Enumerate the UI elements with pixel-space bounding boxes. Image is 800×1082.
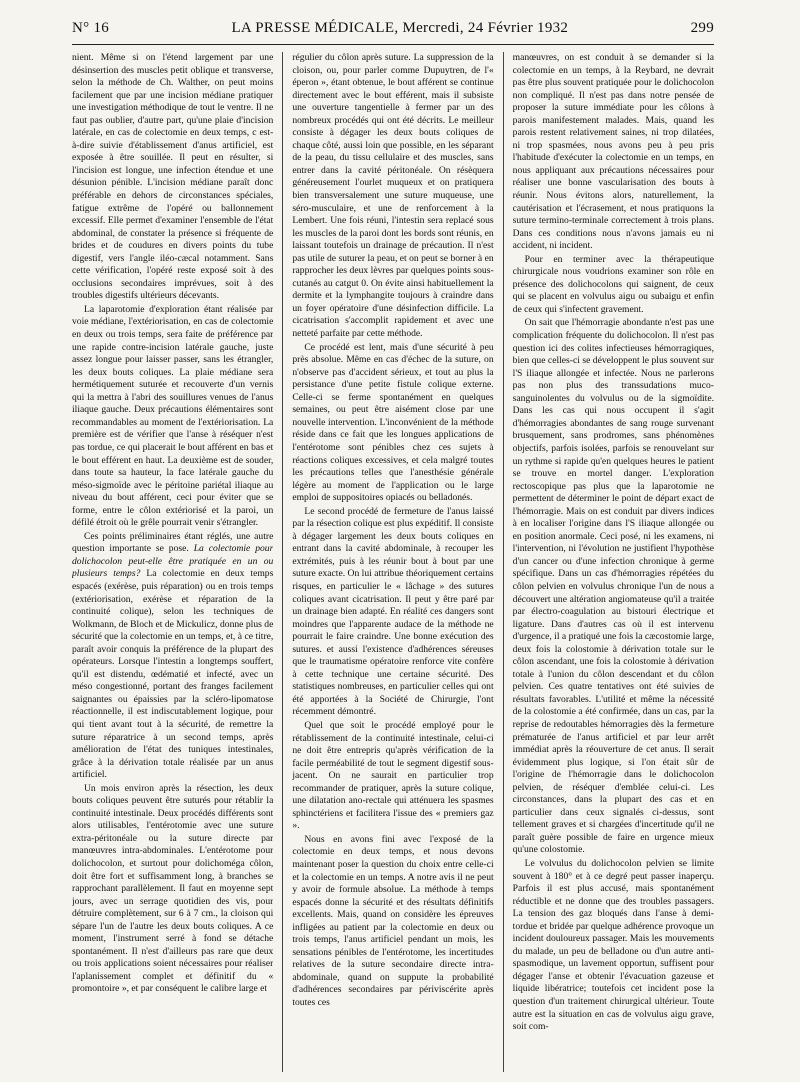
text-run: La colectomie en deux temps espacés (exérèse, puis réparation) ou en trois temps (extériorisation, exérèse et réparation de la continuité colique), selon les techniques de Wolkmann, de Bloch et de Mickulicz, donne plus de sécurité que la colectomie en un temps, et, à ce titre, paraît avoir conquis la préférence de la plupart des opérateurs. Lorsque l'intestin a longtemps souffert, qu'il est distendu, œdématié et infecté, avec un méso congestionné, portant des franges facilement saignantes ou épaissies par la scléro-lipomatose réactionnelle, il est indiscutablement logique, pour qui tient avant tout à la sécurité, de remettre la suture réparatrice à un second temps, après amélioration de l'état des tuniques intestinales, grâce à la dérivation totale réalisée par un anus artificiel. (72, 568, 274, 781)
column-1 (72, 52, 273, 1072)
paragraph: On sait que l'hémorragie abondante n'est pas une complication fréquente du dolichocolon. Il n'est pas question ici des colites infectieuses hémorragiques, bien que celles-ci se développent le plus souvent sur l'S iliaque allongée et infectée. Nous ne parlerons pas non plus des transsudations muco-sanguinolentes du volvulus ou de la sigmoïdite. Dans les cas qui nous occupent il s'agit d'hémorragies abondantes de sang rouge survenant brusquement, sans prodromes, sans phénomènes objectifs, parfois isolées, parfois se renouvelant sur un rythme si rapide qu'en quelques heures le patient se trouve en mortel danger. L'exploration rectoscopique pas plus que la laparotomie ne permettent de déterminer le point de départ exact de l'hémorragie. Mais on est conduit par divers indices à en localiser l'origine dans l'S iliaque allongée ou en position anormale. Ceci posé, ni les examens, ni l'intervention, ni l'évolution ne justifient l'hypothèse d'un cancer ou d'une infection chronique à germe spécifique. Dans un cas d'hémorragies répétées du côlon pelvien en volvulus chronique l'un de nous a découvert une altération angiomateuse qu'il a traitée par électro-coagulation au bistouri électrique et ligature. Dans d'autres cas où il est intervenu d'urgence, il a pratiqué une fois la cæcostomie large, deux fois la colostomie à dérivation totale sur le côlon ascendant, une fois la colostomie à dérivation totale à l'union du côlon descendant et du côlon pelvien. Ces quatre tentatives ont été suivies de résultats favorables. L'utilité et même la nécessité de la colostomie a été confirmée, dans un cas, par la reprise de redoutables hémorragies dès la fermeture prématurée de l'anus artificiel et par leur arrêt immédiat après la réouverture de cet anus. Il serait évidemment plus logique, si l'on était sûr de l'origine de l'hémorragie dans le dolichocolon pelvien, de réséquer d'emblée celui-ci. Les circonstances, dans la plupart des cas et en particulier dans ceux signalés ci-dessus, sont tellement graves et si chargées d'incertitude qu'il ne paraît guère possible de faire en urgence mieux qu'une colostomie. (512, 317, 714, 856)
column-2 (292, 52, 493, 1072)
paragraph: Un mois environ après la résection, les deux bouts coliques peuvent être suturés pour rétablir la continuité intestinale. Deux procédés différents sont alors utilisables, l'entérotomie avec une suture extra-péritonéale ou la suture directe par manœuvres intra-abdominales. L'entérotome pour dolichocolon, et surtout pour dolichoméga côlon, doit être fort et suffisamment long, à branches se rapprochant parallèlement. Il faut en moyenne sept jours, avec un serrage quotidien des vis, pour détruire complètement, sur 6 à 7 cm., la cloison qui sépare l'un de l'autre les deux bouts coliques. A ce moment, l'instrument serré à fond se détache spontanément. Il n'est d'ailleurs pas rare que deux ou trois applications soient nécessaires pour réaliser l'aplanissement complet et définitif du « promontoire », et par conséquent le calibre large et (72, 782, 274, 995)
paragraph: Pour en terminer avec la thérapeutique chirurgicale nous voudrions examiner son rôle en présence des dolichocolons qui saignent, de ceux qui se placent en volvulus aigu ou subaigu et enfin de ceux qui s'infectent gravement. (512, 253, 714, 315)
paragraph: Le second procédé de fermeture de l'anus laissé par la résection colique est plus expéditif. Il consiste à dégager largement les deux bouts coliques en entrant dans la cavité abdominale, à recouper les extrémités, puis à les réunir bout à bout par une suture exacte. On lui attribue théoriquement certains risques, en particulier le « lâchage » des sutures coliques avant cicatrisation. Il peut y être paré par un drainage bien adapté. En réalité ces dangers sont moindres que l'apparente audace de la méthode ne pourrait le faire craindre. Une bonne exécution des sutures. et aussi l'existence d'adhérences séreuses que le traumatisme opératoire renforce vite confère à cette technique une certaine sécurité. Des statistiques nombreuses, en particulier celles qui ont été apportées à la Société de Chirurgie, l'ont récemment démontré. (292, 505, 494, 718)
paragraph: Le volvulus du dolichocolon pelvien se limite souvent à 180° et à ce degré peut passer inaperçu. Parfois il est plus accusé, mais spontanément réductible et ne donne que des troubles passagers. La tension des gaz bloqués dans l'anse à demi-tordue et bridée par quelque adhérence provoque un incident douloureux passager. Mais les mouvements du malade, un peu de belladone ou d'un autre anti-spasmodique, un lavement opportun, suffisent pour dégager l'anse et obtenir l'évacuation gazeuse et liquide libératrice; toutefois cet incident pose la question d'un traitement chirurgical ultérieur. Toute autre est la situation en cas de volvulus aigu grave, soit com- (512, 858, 714, 1033)
column-divider (282, 52, 283, 1072)
article-body (72, 52, 714, 1072)
paragraph: Ce procédé est lent, mais d'une sécurité à peu près absolue. Même en cas d'échec de la suture, on n'observe pas d'accident sérieux, et tout au plus la persistance d'une petite fistule colique externe. Celle-ci se ferme spontanément en quelques semaines, ou peut être aisément close par une nouvelle intervention. L'inconvénient de la méthode réside dans ce fait que les longues applications de l'entérotome sont pénibles chez ces sujets à réactions coliques excessives, et cela malgré toutes les précautions telles que l'anesthésie générale légère au moment de l'application ou le large emploi de suppositoires opiacés ou belladonés. (292, 341, 494, 504)
paragraph: régulier du côlon après suture. La suppression de la cloison, ou, pour parler comme Dupuytren, de l'« éperon », étant obtenue, le bout afférent se continue directement avec le bout efférent, mais il subsiste une ouverture tangentielle à fermer par un des nombreux procédés qui ont été décrits. Le meilleur consiste à dégager les deux bouts coliques de chaque côté, aussi loin que possible, en les séparant de la peau, du tissu cellulaire et des muscles, sans entrer dans la cavité péritonéale. On résèquera généreusement l'ourlet muqueux et on pratiquera bien transversalement une suture muqueuse, une séro-musculaire, et une de renforcement à la Lembert. Une fois réuni, l'intestin sera replacé sous les muscles de la paroi dont les bords sont réunis, en laissant toutefois un drainage de précaution. Il n'est pas utile de suturer la peau, et on peut se borner à en rapprocher les deux lèvres par quelques points sous-cutanés au catgut 0. On évite ainsi habituellement la dermite et la lymphangite toujours à craindre dans un foyer opératoire d'une désinfection difficile. La cicatrisation s'accomplit rapidement et avec une netteté parfaite par cette méthode. (292, 52, 494, 340)
text-run: Ces points préliminaires étant réglés, une autre question importante se pose. (72, 530, 274, 555)
italic-question: La colectomie pour dolichocolon peut-elle être pratiquée en un ou plusieurs temps? (72, 543, 274, 580)
paragraph: Nous en avons fini avec l'exposé de la colectomie en deux temps, et nous devons maintenant poser la question du choix entre celle-ci et la colectomie en un temps. A notre avis il ne peut y avoir de formule absolue. La méthode à temps espacés donne la sécurité et des résultats définitifs excellents. Mais, quand on considère les épreuves infligées au patient par la colectomie en deux ou trois temps, l'anus artificiel pendant un mois, les sensations pénibles de l'entérotome, les incertitudes relatives de la suture secondaire directe intra-abdominale, quand on suppute la probabilité d'adhérences secondaires par périviscérite après toutes ces (292, 833, 494, 1009)
paragraph: Quel que soit le procédé employé pour le rétablissement de la continuité intestinale, celui-ci ne doit être entrepris qu'après vérification de la facile perméabilité de tout le segment digestif sous-jacent. On ne saurait en particulier trop recommander de pratiquer, après la suture colique, une dilatation ano-rectale qui atténuera les spasmes sphinctériens et facilitera l'issue des « premiers gaz ». (292, 719, 494, 832)
paragraph: manœuvres, on est conduit à se demander si la colectomie en un temps, à la Reybard, ne devrait pas être plus souvent pratiquée pour le dolichocolon non compliqué. Il n'est pas dans notre pensée de proposer la suture immédiate pour les côlons à parois manifestement malades. Mais, quand les parois restent relativement saines, ni trop dilatées, ni trop spasmées, nous avons peu à peu pris l'habitude d'exécuter la colectomie en un temps, en nous appliquant aux précautions nécessaires pour réaliser une bonne vascularisation des bouts à réunir. Nous évitons alors, naturellement, la cautérisation et l'écrasement, et nous pratiquons la suture termino-terminale correctement à trois plans. Dans ces conditions nous n'avons jamais eu ni accident, ni incident. (512, 52, 714, 252)
header-rule (72, 44, 714, 45)
paragraph (72, 531, 273, 782)
issue-number: N° 16 (72, 20, 110, 36)
page-number: 299 (690, 20, 714, 36)
column-3 (513, 52, 714, 1072)
paragraph: nient. Même si on l'étend largement par une désinsertion des muscles petit oblique et transverse, selon la méthode de Ch. Walther, on peut moins facilement que par une incision médiane pratiquer une investigation méthodique de tout le ventre. Il ne faut pas oublier, d'autre part, qu'une plaie d'incision latérale, en cas de colectomie en deux temps, c est-à-dire suivie d'établissement d'anus artificiel, est exposée à être souillée. Il peut en résulter, si l'incision est longue, une infection étendue et une désunion pénible. L'incision médiane paraît donc préférable en dehors de circonstances spéciales, fatigue extrême de l'opéré ou ballonnement excessif. Elle permet d'examiner l'ensemble de l'état abdominal, de constater la présence si fréquente de brides et de coudures en divers points du tube digestif, vers l'angle iléo-cæcal notamment. Sans cette vérification, l'opéré reste exposé soit à des occlusions secondaires imprévues, soit à des troubles digestifs ultérieurs décevants. (72, 52, 274, 302)
journal-title: LA PRESSE MÉDICALE, Mercredi, 24 Février 1932 (231, 20, 569, 36)
column-divider (503, 52, 504, 1072)
running-header (72, 20, 714, 42)
paragraph: La laparotomie d'exploration étant réalisée par voie médiane, l'extériorisation, en cas de colectomie en deux ou trois temps, sera faite de préférence par une rapide contre-incision latérale gauche, juste assez longue pour laisser passer, sans les étrangler, les deux bouts coliques. La plaie médiane sera hermétiquement suturée et recouverte d'un vernis qui la mettra à l'abri des souillures venues de l'anus iliaque gauche. Deux précautions élémentaires sont recommandables au moment de l'extériorisation. La première est de vérifier que l'anse à réséquer n'est pas tordue, ce qui placerait le bout afférent en bas et le bout efférent en haut. La deuxième est de souder, dans toute sa hauteur, la face latérale gauche du méso-sigmoïde avec le péritoine pariétal iliaque au niveau du bout afférent, ceci pour éviter que se forme, entre le côlon extériorisé et la paroi, un défilé étroit où le grêle pourrait venir s'étrangler. (72, 303, 274, 529)
